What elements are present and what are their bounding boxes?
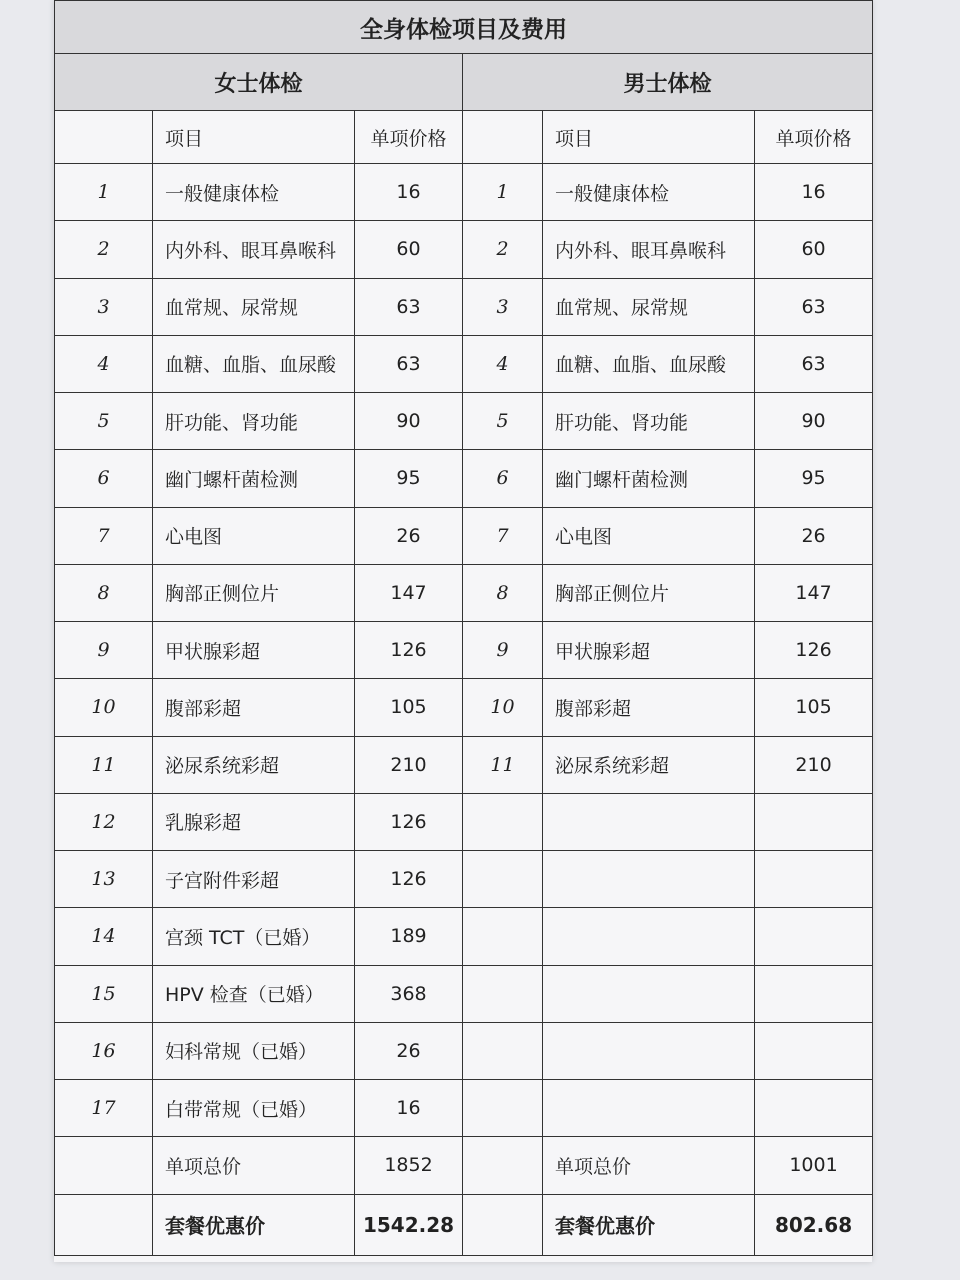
table-row <box>55 221 873 278</box>
female-item-name: 白带常规（已婚） <box>153 1080 355 1137</box>
female-item-number: 17 <box>55 1080 153 1137</box>
male-item-price <box>755 1022 873 1079</box>
male-item-name: 血糖、血脂、血尿酸 <box>543 335 755 392</box>
male-no-header <box>463 111 543 164</box>
male-item-number: 10 <box>463 679 543 736</box>
female-item-price: 126 <box>355 851 463 908</box>
male-item-name: 血常规、尿常规 <box>543 278 755 335</box>
female-package-label: 套餐优惠价 <box>153 1194 355 1256</box>
female-item-number: 2 <box>55 221 153 278</box>
male-item-number <box>463 1080 543 1137</box>
female-item-name: 幽门螺杆菌检测 <box>153 450 355 507</box>
male-item-price: 95 <box>755 450 873 507</box>
male-item-price: 60 <box>755 221 873 278</box>
male-item-number: 5 <box>463 393 543 450</box>
male-item-number <box>463 793 543 850</box>
female-item-name: 血常规、尿常规 <box>153 278 355 335</box>
male-item-price: 63 <box>755 278 873 335</box>
female-item-name: 心电图 <box>153 507 355 564</box>
female-item-price: 368 <box>355 965 463 1022</box>
female-item-header: 项目 <box>153 111 355 164</box>
female-item-price: 147 <box>355 564 463 621</box>
male-item-price: 210 <box>755 736 873 793</box>
female-item-number: 12 <box>55 793 153 850</box>
female-item-name: 乳腺彩超 <box>153 793 355 850</box>
male-item-price: 147 <box>755 564 873 621</box>
female-item-name: 一般健康体检 <box>153 164 355 221</box>
female-item-number: 11 <box>55 736 153 793</box>
female-item-price: 60 <box>355 221 463 278</box>
female-package-value: 1542.28 <box>355 1194 463 1256</box>
female-item-number: 5 <box>55 393 153 450</box>
table-row <box>55 622 873 679</box>
male-item-name <box>543 1022 755 1079</box>
male-item-name: 腹部彩超 <box>543 679 755 736</box>
female-item-price: 105 <box>355 679 463 736</box>
male-package-spacer <box>463 1194 543 1256</box>
female-item-price: 26 <box>355 1022 463 1079</box>
female-item-name: 甲状腺彩超 <box>153 622 355 679</box>
table-row <box>55 679 873 736</box>
male-item-name: 心电图 <box>543 507 755 564</box>
male-item-number: 2 <box>463 221 543 278</box>
male-item-number: 4 <box>463 335 543 392</box>
female-header: 女士体检 <box>55 54 463 111</box>
male-item-price: 63 <box>755 335 873 392</box>
male-item-price: 16 <box>755 164 873 221</box>
female-item-number: 6 <box>55 450 153 507</box>
male-item-name <box>543 1080 755 1137</box>
male-item-name: 胸部正侧位片 <box>543 564 755 621</box>
male-package-label: 套餐优惠价 <box>543 1194 755 1256</box>
female-item-name: 血糖、血脂、血尿酸 <box>153 335 355 392</box>
male-item-number: 9 <box>463 622 543 679</box>
table-row <box>55 965 873 1022</box>
female-total-label: 单项总价 <box>153 1137 355 1194</box>
female-item-price: 16 <box>355 164 463 221</box>
female-item-price: 63 <box>355 335 463 392</box>
female-item-price: 63 <box>355 278 463 335</box>
document-sheet <box>54 0 872 1262</box>
male-item-name: 泌尿系统彩超 <box>543 736 755 793</box>
female-item-number: 10 <box>55 679 153 736</box>
female-no-header <box>55 111 153 164</box>
table-row <box>55 1080 873 1137</box>
male-item-price <box>755 851 873 908</box>
female-item-price: 126 <box>355 622 463 679</box>
male-total-value: 1001 <box>755 1137 873 1194</box>
male-item-number: 1 <box>463 164 543 221</box>
female-item-name: 宫颈 TCT（已婚） <box>153 908 355 965</box>
table-row <box>55 793 873 850</box>
male-package-value: 802.68 <box>755 1194 873 1256</box>
table-row <box>55 393 873 450</box>
female-item-price: 126 <box>355 793 463 850</box>
male-item-price <box>755 1080 873 1137</box>
male-item-header: 项目 <box>543 111 755 164</box>
female-item-number: 16 <box>55 1022 153 1079</box>
male-item-name <box>543 965 755 1022</box>
male-item-name: 幽门螺杆菌检测 <box>543 450 755 507</box>
female-item-number: 4 <box>55 335 153 392</box>
male-item-price: 126 <box>755 622 873 679</box>
male-item-number <box>463 965 543 1022</box>
table-row <box>55 335 873 392</box>
male-item-name: 内外科、眼耳鼻喉科 <box>543 221 755 278</box>
male-item-number: 6 <box>463 450 543 507</box>
male-item-price <box>755 965 873 1022</box>
price-table <box>54 0 873 1256</box>
female-item-number: 14 <box>55 908 153 965</box>
male-item-name: 一般健康体检 <box>543 164 755 221</box>
male-item-number: 3 <box>463 278 543 335</box>
female-item-name: HPV 检查（已婚） <box>153 965 355 1022</box>
female-item-number: 15 <box>55 965 153 1022</box>
male-item-number: 8 <box>463 564 543 621</box>
female-item-name: 妇科常规（已婚） <box>153 1022 355 1079</box>
female-item-number: 8 <box>55 564 153 621</box>
male-item-price: 105 <box>755 679 873 736</box>
female-item-price: 26 <box>355 507 463 564</box>
female-item-number: 1 <box>55 164 153 221</box>
female-item-number: 9 <box>55 622 153 679</box>
male-item-name <box>543 908 755 965</box>
table-row <box>55 164 873 221</box>
table-row <box>55 851 873 908</box>
female-item-number: 3 <box>55 278 153 335</box>
male-item-number <box>463 1022 543 1079</box>
table-row <box>55 450 873 507</box>
female-item-name: 泌尿系统彩超 <box>153 736 355 793</box>
male-item-price: 26 <box>755 507 873 564</box>
male-price-header: 单项价格 <box>755 111 873 164</box>
male-item-name <box>543 851 755 908</box>
male-item-number: 7 <box>463 507 543 564</box>
male-item-number <box>463 908 543 965</box>
male-item-number <box>463 851 543 908</box>
female-item-name: 内外科、眼耳鼻喉科 <box>153 221 355 278</box>
female-total-spacer <box>55 1137 153 1194</box>
female-item-price: 16 <box>355 1080 463 1137</box>
female-item-price: 189 <box>355 908 463 965</box>
male-item-name <box>543 793 755 850</box>
male-total-spacer <box>463 1137 543 1194</box>
male-total-label: 单项总价 <box>543 1137 755 1194</box>
female-total-value: 1852 <box>355 1137 463 1194</box>
male-item-number: 11 <box>463 736 543 793</box>
male-item-name: 肝功能、肾功能 <box>543 393 755 450</box>
male-item-price: 90 <box>755 393 873 450</box>
table-row <box>55 1022 873 1079</box>
female-item-price: 90 <box>355 393 463 450</box>
female-price-header: 单项价格 <box>355 111 463 164</box>
female-item-name: 子宫附件彩超 <box>153 851 355 908</box>
male-header: 男士体检 <box>463 54 873 111</box>
table-title: 全身体检项目及费用 <box>55 1 873 54</box>
female-item-number: 13 <box>55 851 153 908</box>
female-item-price: 95 <box>355 450 463 507</box>
male-item-name: 甲状腺彩超 <box>543 622 755 679</box>
male-item-price <box>755 908 873 965</box>
table-row <box>55 507 873 564</box>
female-item-price: 210 <box>355 736 463 793</box>
male-item-price <box>755 793 873 850</box>
female-package-spacer <box>55 1194 153 1256</box>
table-row <box>55 736 873 793</box>
table-row <box>55 564 873 621</box>
female-item-name: 腹部彩超 <box>153 679 355 736</box>
female-item-name: 胸部正侧位片 <box>153 564 355 621</box>
female-item-number: 7 <box>55 507 153 564</box>
table-row <box>55 908 873 965</box>
table-row <box>55 278 873 335</box>
female-item-name: 肝功能、肾功能 <box>153 393 355 450</box>
